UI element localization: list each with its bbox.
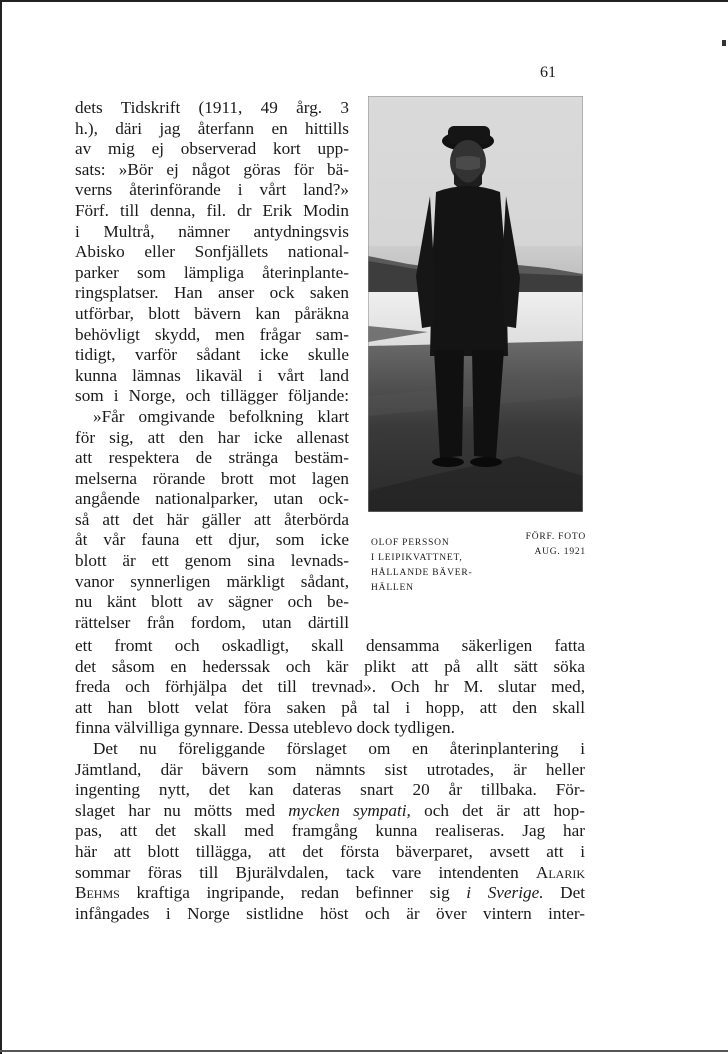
emphasis: mycken sympati,	[288, 800, 411, 820]
emphasis: i Sverige.	[466, 883, 544, 903]
caption-line: I LEIPIKVATTNET,	[371, 553, 463, 563]
text-line: infångades i Norge sistlidne höst och är över vintern inter-	[75, 903, 585, 923]
text-line: ett fromt och oskadligt, skall densamma säkerligen fatta	[75, 636, 585, 655]
text-line: ringsplatser. Han anser ock saken	[75, 283, 349, 303]
photograph-man-standing	[368, 96, 583, 512]
text-line: det såsom en hederssak och kär plikt att på allt sätt söka	[75, 656, 585, 676]
text-line: vanor synnerligen märkligt sådant,	[75, 571, 349, 591]
caption-line: HÄLLEN	[371, 583, 414, 593]
text-line: melserna rörande brott mot lagen	[75, 468, 349, 488]
person-name: Alarik	[535, 862, 585, 882]
caption-line: HÅLLANDE BÄVER-	[371, 568, 473, 578]
text-line: här att blott tillägga, att det första bäverparet, avsett att i	[75, 841, 585, 861]
narrow-text-column	[75, 98, 349, 633]
text-line: pas, att det skall med framgång kunna realiseras. Jag har	[75, 821, 585, 841]
text-line: åt vår fauna ett djur, som icke	[75, 530, 349, 550]
caption-line: OLOF PERSSON	[371, 538, 450, 548]
text-line: att han blott velat föra saken på tal i hopp, att den skall	[75, 697, 585, 717]
text-line	[75, 801, 585, 822]
text-segment: slaget har nu mötts med	[75, 800, 289, 820]
caption-line: FÖRF. FOTO	[525, 532, 586, 542]
page-border-top	[0, 0, 728, 2]
text-line: angående nationalparker, utan ock-	[75, 489, 349, 509]
text-line: så att det här gäller att återbörda	[75, 509, 349, 529]
scan-mark	[722, 40, 726, 46]
text-line: att respektera de stränga bestäm-	[75, 448, 349, 468]
text-line: »Får omgivande befolkning klart	[93, 406, 349, 426]
text-line: rättelser från fordom, utan därtill	[75, 612, 349, 632]
photo-caption-credit	[514, 530, 586, 560]
text-line: freda och förhjälpa det till trevnad». Och hr M. slutar med,	[75, 677, 585, 697]
text-line: Det nu föreliggande förslaget om en återinplantering i	[93, 738, 585, 758]
text-segment: och det är att hop-	[410, 800, 585, 820]
page-border-bottom	[0, 1050, 728, 1052]
text-line: blott är ett genom sina levnads-	[75, 551, 349, 571]
text-line: h.), däri jag återfann en hittills	[75, 118, 349, 138]
wide-text-block	[75, 636, 585, 924]
text-segment: Det	[543, 883, 585, 903]
text-line	[75, 883, 585, 904]
text-line: tidigt, varför sådant icke skulle	[75, 345, 349, 365]
text-line	[75, 863, 585, 884]
text-line: för sig, att den har icke allenast	[75, 427, 349, 447]
text-line: dets Tidskrift (1911, 49 årg. 3	[75, 98, 349, 117]
page-number: 61	[540, 64, 556, 81]
text-line: sats: »Bör ej något göras för bä-	[75, 159, 349, 179]
text-line: Abisko eller Sonfjällets national-	[75, 242, 349, 262]
text-segment: sommar föras till Bjurälvdalen, tack vare intendenten	[75, 862, 536, 882]
text-line: behövligt skydd, men frågar sam-	[75, 324, 349, 344]
text-line: Förf. till denna, fil. dr Erik Modin	[75, 200, 349, 220]
text-line: som i Norge, och tillägger följande:	[75, 386, 349, 406]
caption-line: AUG. 1921	[534, 547, 586, 557]
text-line: Jämtland, där bävern som nämnts sist utrotades, är heller	[75, 759, 585, 779]
text-line: finna välvilliga gynnare. Dessa uteblevo dock tydligen.	[75, 718, 455, 738]
text-line: verns återinförande i vårt land?»	[75, 180, 349, 200]
text-line: parker som lämpliga återinplante-	[75, 262, 349, 282]
text-segment: kraftiga ingripande, redan befinner sig	[119, 883, 467, 903]
text-line: av mig ej observerad kort upp-	[75, 139, 349, 159]
text-line: nu känt blott av sägner och be-	[75, 592, 349, 612]
text-line: ingenting nytt, det kan dateras snart 20 år tillbaka. För-	[75, 780, 585, 800]
text-line: i Multrå, nämner antydningsvis	[75, 221, 349, 241]
page-border-left	[0, 0, 2, 1054]
text-line: kunna lämnas likaväl i vårt land	[75, 365, 349, 385]
photo-caption-subject	[371, 536, 511, 596]
text-line: utförbar, blott bävern kan påräkna	[75, 303, 349, 323]
person-name: Behms	[75, 883, 120, 903]
